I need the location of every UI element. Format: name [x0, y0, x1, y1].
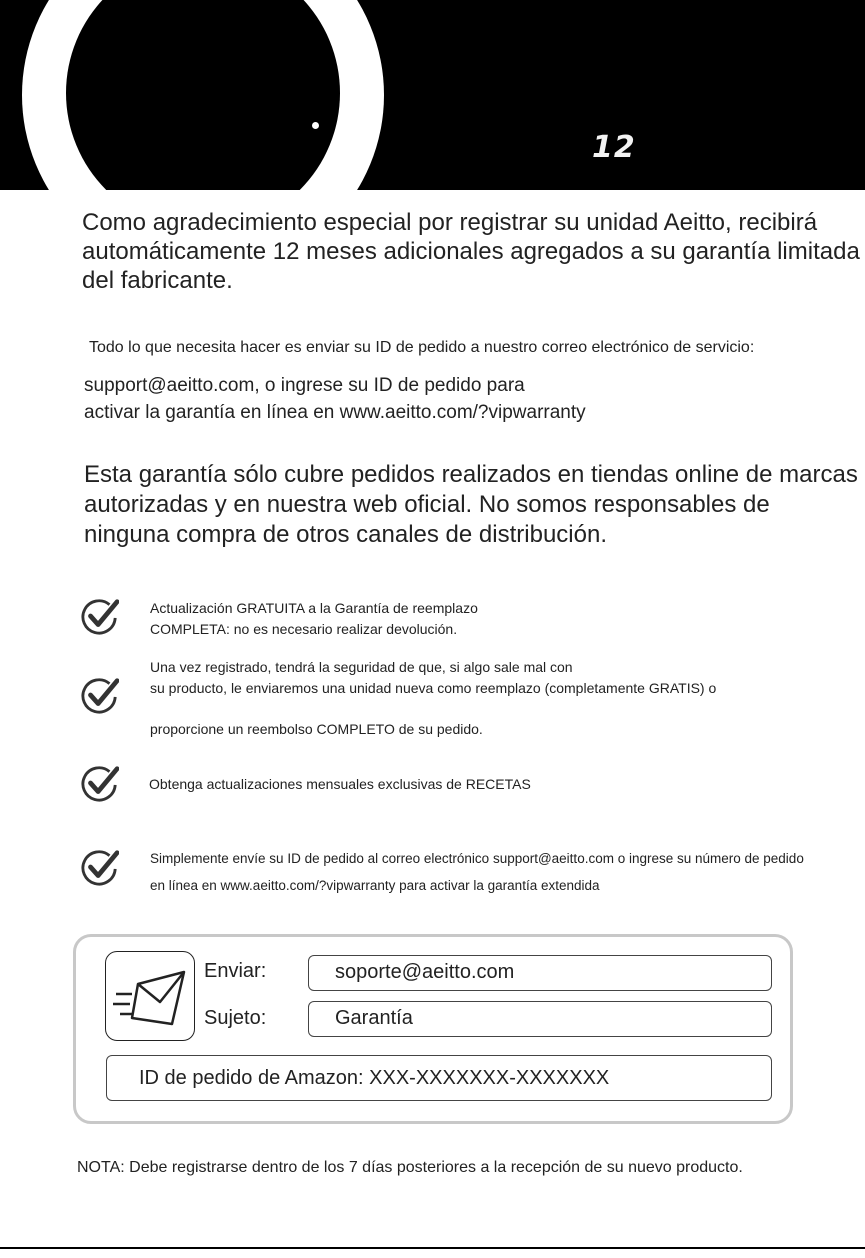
instructions-body: [84, 372, 854, 426]
instructions-line3: activar la garantía en línea en www.aeitto.com/?vipwarranty: [84, 402, 586, 423]
mail-send-tile: [105, 951, 195, 1041]
subject-label: Sujeto:: [204, 1007, 267, 1029]
header-banner: [0, 0, 865, 190]
check-circle-icon: [81, 597, 119, 635]
benefit-4: [150, 845, 858, 899]
benefit-1-line2: COMPLETA: no es necesario realizar devolución.: [150, 621, 458, 637]
send-label: Enviar:: [204, 960, 267, 982]
benefit-3: Obtenga actualizaciones mensuales exclusivas de RECETAS: [149, 776, 531, 792]
intro-text: Como agradecimiento especial por registrar su unidad Aeitto, recibirá automáticamente 12 meses adicionales agregados a su garantía limitada del fabricante.: [82, 209, 860, 294]
instructions-line1: Todo lo que necesita hacer es enviar su ID de pedido a nuestro correo electrónico de servicio:: [89, 339, 755, 356]
bottom-divider: [0, 1247, 865, 1249]
benefit-4-line2: en línea en www.aeitto.com/?vipwarranty para activar la garantía extendida: [150, 878, 600, 893]
send-field: soporte@aeitto.com: [308, 955, 772, 991]
benefit-2-line2: su producto, le enviaremos una unidad nueva como reemplazo (completamente GRATIS) o: [150, 680, 717, 696]
benefit-2: [150, 657, 858, 740]
coverage-text: Esta garantía sólo cubre pedidos realizados en tiendas online de marcas autorizadas y en nuestra web oficial. No somos responsables de ninguna compra de otros canales de distribución.: [84, 461, 858, 548]
banner-number: 12: [592, 130, 636, 165]
subject-field: Garantía: [308, 1001, 772, 1037]
benefit-1-line1: Actualización GRATUITA a la Garantía de reemplazo: [150, 600, 478, 616]
benefit-4-line1: Simplemente envíe su ID de pedido al correo electrónico support@aeitto.com o ingrese su número de pedido: [150, 851, 804, 866]
ring-dot: [312, 122, 319, 129]
order-id-field: ID de pedido de Amazon: XXX-XXXXXXX-XXXXXXX: [106, 1055, 772, 1101]
benefit-2-line3: proporcione un reembolso COMPLETO de su pedido.: [150, 721, 483, 737]
benefit-1: [150, 598, 858, 640]
ring-inner: [66, 0, 340, 190]
check-circle-icon: [81, 764, 119, 802]
note-text: NOTA: Debe registrarse dentro de los 7 días posteriores a la recepción de su nuevo producto.: [77, 1159, 743, 1176]
check-circle-icon: [81, 676, 119, 714]
mail-send-icon: [106, 952, 194, 1040]
check-circle-icon: [81, 848, 119, 886]
benefit-2-line1: Una vez registrado, tendrá la seguridad de que, si algo sale mal con: [150, 659, 573, 675]
instructions-line2: support@aeitto.com, o ingrese su ID de pedido para: [84, 375, 525, 396]
